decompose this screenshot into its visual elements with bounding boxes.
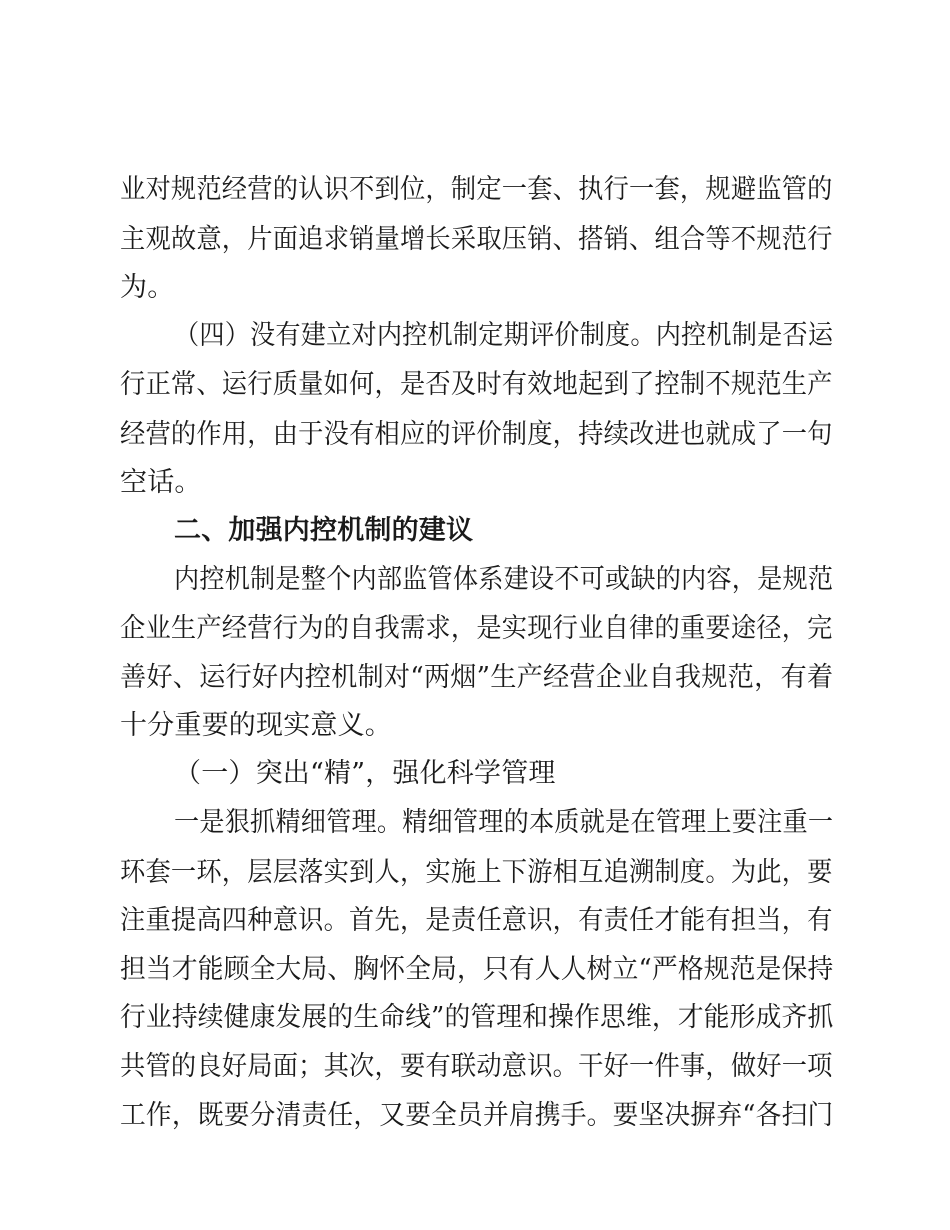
- paragraph-line: 善好、运行好内控机制对“两烟”生产经营企业自我规范，有着: [120, 662, 834, 693]
- paragraph-line: 经营的作用，由于没有相应的评价制度，持续改进也就成了一句: [120, 419, 833, 450]
- paragraph-line: 行业持续健康发展的生命线”的管理和操作思维，才能形成齐抓: [120, 1002, 834, 1033]
- paragraph-line: 工作，既要分清责任，又要全员并肩携手。要坚决摒弃“各扫门: [120, 1100, 834, 1131]
- paragraph-line: 内控机制是整个内部监管体系建设不可或缺的内容，是规范: [174, 564, 834, 595]
- paragraph-line: 注重提高四种意识。首先，是责任意识，有责任才能有担当，有: [120, 905, 833, 936]
- paragraph-line: 空话。: [120, 467, 202, 498]
- paragraph-line: 企业生产经营行为的自我需求，是实现行业自律的重要途径，完: [120, 613, 833, 644]
- paragraph-line: 主观故意，片面追求销量增长采取压销、搭销、组合等不规范行: [120, 224, 833, 255]
- paragraph-line: （四）没有建立对内控机制定期评价制度。内控机制是否运: [174, 320, 834, 351]
- paragraph-line: 一是狠抓精细管理。精细管理的本质就是在管理上要注重一: [174, 807, 834, 838]
- paragraph-line: 行正常、运行质量如何，是否及时有效地起到了控制不规范生产: [120, 369, 833, 400]
- paragraph-line: 环套一环，层层落实到人，实施上下游相互追溯制度。为此，要: [120, 857, 833, 888]
- paragraph-line: 十分重要的现实意义。: [120, 710, 392, 741]
- section-heading: 二、加强内控机制的建议: [174, 515, 474, 546]
- paragraph-line: 为。: [120, 272, 175, 303]
- subsection-heading: （一）突出“精”，强化科学管理: [174, 758, 556, 789]
- paragraph-line: 担当才能顾全大局、胸怀全局，只有人人树立“严格规范是保持: [120, 954, 834, 985]
- paragraph-line: 业对规范经营的认识不到位，制定一套、执行一套，规避监管的: [120, 174, 833, 205]
- paragraph-line: 共管的良好局面；其次，要有联动意识。干好一件事，做好一项: [120, 1051, 833, 1082]
